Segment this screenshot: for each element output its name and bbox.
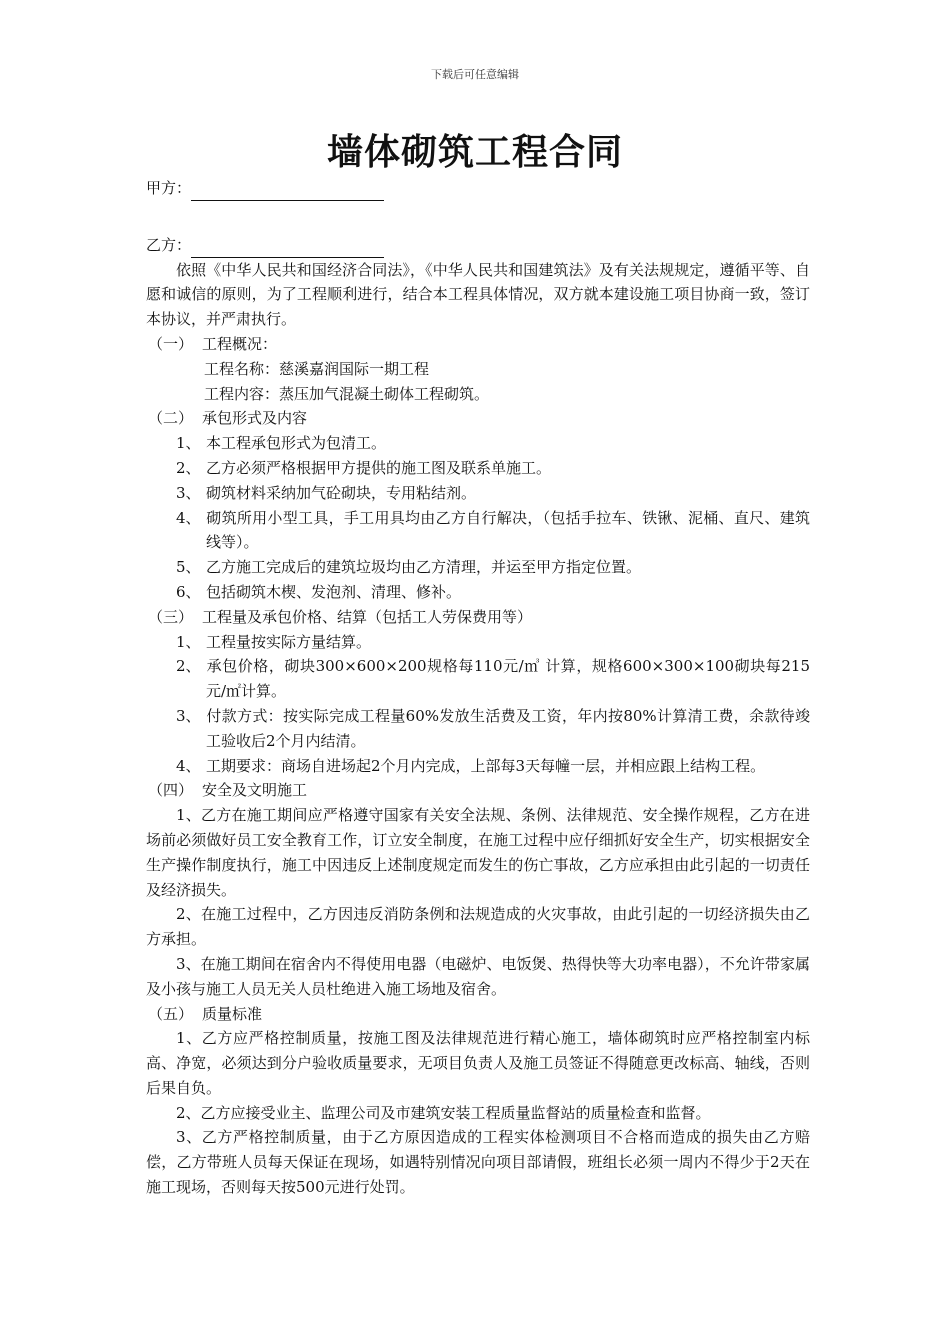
section-2-number: （二） (148, 409, 194, 428)
spacer (146, 201, 810, 233)
section-5-paragraph-3: 3、乙方严格控制质量，由于乙方原因造成的工程实体检测项目不合格而造成的损失由乙方赔偿，乙方带班人员每天保证在现场，如遇特别情况向项目部请假，班组长必须一周内不得少于2天在施工现场，否则每天按500元进行处罚。 (146, 1128, 810, 1197)
item-text: 砌筑所用小型工具，手工用具均由乙方自行解决，（包括手拉车、铁锹、泥桶、直尺、建筑线等）。 (206, 508, 810, 552)
item-number: 4、 (176, 756, 201, 775)
item-text: 砌筑材料采纳加气砼砌块，专用粘结剂。 (206, 483, 477, 502)
party-a-label: 甲方： (146, 179, 192, 197)
section-3-item-3 (146, 704, 810, 754)
section-2-item-1 (146, 431, 810, 456)
section-3-item-4 (146, 754, 810, 779)
item-number: 2、 (176, 458, 201, 477)
section-2-title: 承包形式及内容 (202, 409, 308, 428)
header-note: 下载后可任意编辑 (431, 68, 519, 81)
item-text: 乙方施工完成后的建筑垃圾均由乙方清理，并运至甲方指定位置。 (206, 558, 642, 577)
item-text: 工期要求：商场自进场起2个月内完成，上部每3天每幢一层，并相应跟上结构工程。 (206, 756, 766, 775)
party-a-blank (191, 182, 384, 201)
section-2-item-6 (146, 580, 810, 605)
item-text: 本工程承包形式为包清工。 (206, 434, 387, 453)
section-4-paragraph-1: 1、乙方在施工期间应严格遵守国家有关安全法规、条例、法律规范、安全操作规程，乙方在进场前必须做好员工安全教育工作，订立安全制度，在施工过程中应仔细抓好安全生产，切实根据安全生产操作制度执行，施工中因违反上述制度规定而发生的伤亡事故，乙方应承担由此引起的一切责任及经济损失。 (146, 806, 810, 899)
section-1-heading (148, 332, 810, 357)
party-a-line (146, 176, 810, 201)
section-3-item-1 (146, 630, 810, 655)
document-title: 墙体砌筑工程合同 (326, 132, 623, 173)
section-5-title: 质量标准 (202, 1004, 263, 1023)
section-2-item-4 (146, 506, 810, 556)
document-body (146, 176, 810, 1200)
intro-paragraph: 依照《中华人民共和国经济合同法》，《中华人民共和国建筑法》及有关法规规定，遵循平等、自愿和诚信的原则，为了工程顺利进行，结合本工程具体情况，双方就本建设施工项目协商一致，签订本协议，并严肃执行。 (146, 260, 810, 329)
item-number: 3、 (176, 483, 201, 502)
section-2-item-3 (146, 481, 810, 506)
item-text: 承包价格，砌块300×600×200规格每110元/㎥ 计算，规格600×300×100砌块每215元/㎡计算。 (206, 657, 810, 701)
section-5-paragraph-2: 2、乙方应接受业主、监理公司及市建筑安装工程质量监督站的质量检查和监督。 (176, 1103, 711, 1122)
section-2-item-2 (146, 456, 810, 481)
section-3-title: 工程量及承包价格、结算（包括工人劳保费用等） (202, 607, 533, 626)
item-text: 乙方必须严格根据甲方提供的施工图及联系单施工。 (206, 458, 552, 477)
party-b-line (146, 233, 810, 258)
section-5-paragraph-1: 1、乙方应严格控制质量，按施工图及法律规范进行精心施工，墙体砌筑时应严格控制室内标高、净宽，必须达到分户验收质量要求，无项目负责人及施工员签证不得随意更改标高、轴线，否则后果自负。 (146, 1029, 810, 1097)
item-number: 1、 (176, 434, 201, 453)
party-b-label: 乙方： (146, 235, 192, 254)
section-1-title: 工程概况： (202, 334, 278, 353)
item-text: 工程量按实际方量结算。 (206, 632, 372, 651)
section-3-heading (148, 605, 810, 630)
section-1-number: （一） (148, 334, 194, 353)
item-number: 6、 (176, 582, 201, 601)
item-number: 5、 (176, 558, 201, 577)
item-text: 包括砌筑木楔、发泡剂、清理、修补。 (206, 582, 462, 601)
party-b-blank (191, 239, 384, 258)
section-2-heading (148, 406, 810, 431)
section-4-paragraph-2: 2、在施工过程中，乙方因违反消防条例和法规造成的火灾事故，由此引起的一切经济损失由乙方承担。 (146, 905, 810, 949)
item-text: 付款方式：按实际完成工程量60%发放生活费及工资，年内按80%计算清工费，余款待竣工验收后2个月内结清。 (206, 706, 810, 750)
section-4-paragraph-3: 3、在施工期间在宿舍内不得使用电器（电磁炉、电饭煲、热得快等大功率电器），不允许带家属及小孩与施工人员无关人员杜绝进入施工场地及宿舍。 (146, 954, 810, 998)
project-content-line: 工程内容：蒸压加气混凝土砌体工程砌筑。 (204, 384, 490, 403)
item-number: 3、 (176, 706, 201, 725)
item-number: 2、 (176, 657, 201, 676)
section-3-number: （三） (148, 607, 194, 626)
section-4-title: 安全及文明施工 (202, 781, 308, 800)
section-4-number: （四） (148, 781, 194, 800)
item-number: 4、 (176, 508, 201, 527)
section-4-heading (148, 778, 810, 803)
section-5-number: （五） (148, 1004, 194, 1023)
section-2-item-5 (146, 555, 810, 580)
section-3-item-2 (146, 654, 810, 704)
section-5-heading (148, 1002, 810, 1027)
item-number: 1、 (176, 632, 201, 651)
project-name-line: 工程名称：慈溪嘉润国际一期工程 (204, 359, 430, 378)
